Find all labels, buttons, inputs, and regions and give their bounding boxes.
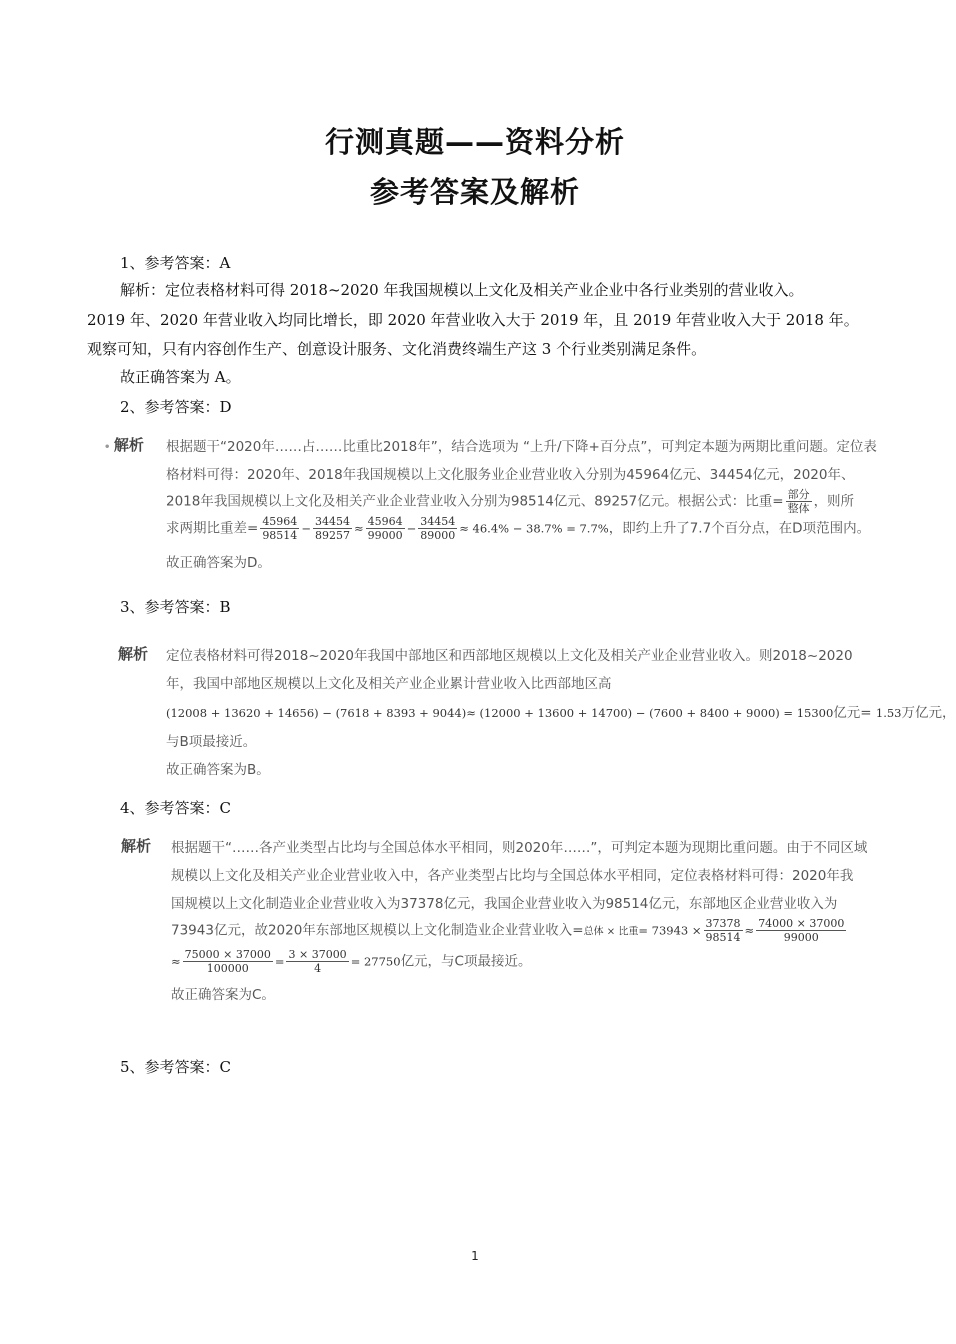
q1-para-4: 故正确答案为 A。 [120,368,241,386]
q3-line-5: 故正确答案为B。 [166,762,270,778]
q1-para-2: 2019 年、2020 年营业收入均同比增长，即 2020 年营业收入大于 2019 年，且 2019 年营业收入大于 2018 年。 [87,311,859,329]
q2-line-3: 2018年我国规模以上文化及相关产业企业营业收入分别为98514亿元、89257亿元。根据公式：比重= $\frac{\text{部分}}{\text{整体}}$ ，则所 [166,488,855,515]
q4-analysis-label: 解析 [121,837,152,855]
q2-fraction-whole: 整体 [787,502,810,515]
q4-line-6: 故正确答案为C。 [171,987,275,1003]
q3-line-1: 定位表格材料可得2018~2020年我国中部地区和西部地区规模以上文化及相关产业企业营业收入。则2018~2020 [166,648,853,664]
q4-line-3: 国规模以上文化制造业企业营业收入为37378亿元，我国企业营业收入为98514亿元，东部地区企业营业收入为 [171,896,838,912]
page-number: 1 [471,1249,479,1263]
page-title: 行测真题——资料分析 [324,125,625,159]
q4-line-5: ≈ $\frac{75000 \times 37000}{100000}$ = $\frac{3 \times 37000}{4}$ = 27750亿元，与C项最接近。 [171,948,532,975]
q3-analysis-label: 解析 [118,645,149,663]
q5-answer: 5、参考答案：C [120,1058,232,1076]
q2-answer: 2、参考答案：D [120,398,232,416]
q2-line-1: 根据题干“2020年……占……比重比2018年”，结合选项为 “上升/下降+百分点”，可判定本题为两期比重问题。定位表 [166,439,877,455]
page-subtitle: 参考答案及解析 [369,175,580,209]
q2-fraction-part: 部分 [787,488,810,501]
q3-line-4: 与B项最接近。 [166,734,257,750]
q1-para-3: 观察可知，只有内容创作生产、创意设计服务、文化消费终端生产这 3 个行业类别满足条件。 [87,340,707,358]
q3-line-2: 年，我国中部地区规模以上文化及相关产业企业累计营业收入比西部地区高 [166,676,612,692]
q4-line-1: 根据题干“……各产业类型占比均与全国总体水平相同，则2020年……”，可判定本题为现期比重问题。由于不同区域 [171,840,868,856]
q4-line-4: 73943亿元，故2020年东部地区规模以上文化制造业企业营业收入=总体 × 比重= 73943 × $\frac{37378}{98514}$ ≈ $\frac{74000 \times 37000}{99000}$ [171,917,845,944]
q2-line-2: 格材料可得：2020年、2018年我国规模以上文化服务业企业营业收入分别为45964亿元、34454亿元，2020年、 [166,467,855,483]
q3-line-3: (12008 + 13620 + 14656) − (7618 + 8393 + 9044)≈ (12000 + 13600 + 14700) − (7600 + 8400 + 9000) = 15300亿元= 1.53万亿元， [166,705,956,721]
q4-line-2: 规模以上文化及相关产业企业营业收入中，各产业类型占比均与全国总体水平相同，定位表格材料可得：2020年我 [171,868,854,884]
q4-answer: 4、参考答案：C [120,799,232,817]
q2-line-5: 故正确答案为D。 [166,555,271,571]
q1-para-1: 解析：定位表格材料可得 2018~2020 年我国规模以上文化及相关产业企业中各行业类别的营业收入。 [120,281,804,299]
q1-answer: 1、参考答案：A [120,254,231,272]
q2-analysis-label: • 解析 [104,436,144,454]
q3-answer: 3、参考答案：B [120,598,231,616]
q2-line-4: 求两期比重差= $\frac{45964}{98514}$ − $\frac{34454}{89257}$ ≈ $\frac{45964}{99000}$ − $\frac{34454}{89000}$ ≈ 46.4% − 38.7% = 7.7%，即约上升了7.7个百分点，在D项范围内。 [166,515,871,542]
